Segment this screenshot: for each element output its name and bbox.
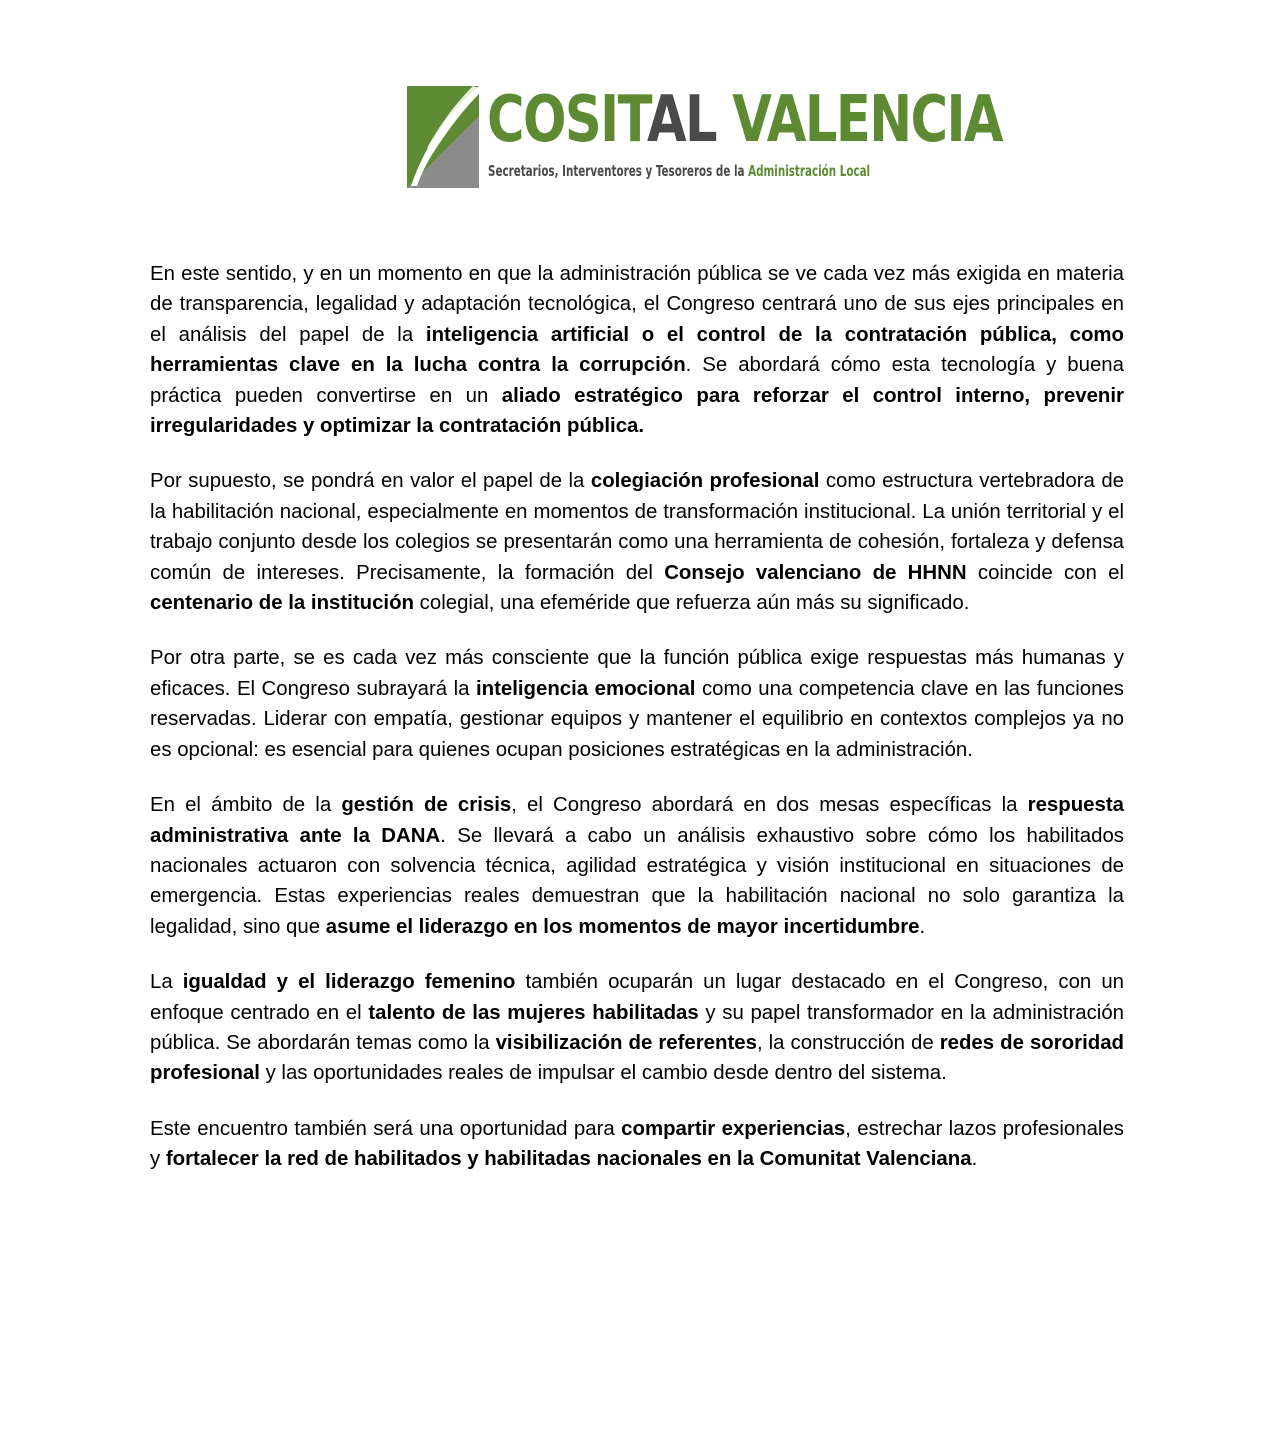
bold-text: inteligencia artificial o el control de la contratación pública, como herramientas clave en la lucha contra la corrupción <box>150 323 1124 377</box>
body-paragraph <box>150 790 1124 942</box>
text-run: . <box>919 915 926 938</box>
text-run: y las oportunidades reales de impulsar el cambio desde dentro del sistema. <box>259 1062 947 1085</box>
text-run: como una competencia clave en las funciones reservadas. Liderar con empatía, gestionar equipos y mantener el equilibrio en contextos complejos ya no es opcional: es esencial para quienes ocupan posiciones estratégicas en la administración. <box>150 677 1124 761</box>
bold-text: fortalecer la red de habilitados y habilitadas nacionales en la Comunitat Valenciana <box>165 1148 972 1171</box>
bold-text: visibilización de referentes <box>495 1031 757 1054</box>
logo-subtitle-part1: Secretarios, Interventores y Tesoreros de la <box>488 162 749 180</box>
document-body <box>150 259 1124 1200</box>
logo-title <box>487 84 1002 156</box>
bold-text: gestión de crisis <box>341 794 512 817</box>
quill-logo-icon <box>407 86 479 188</box>
body-paragraph <box>150 466 1124 618</box>
bold-text: inteligencia emocional <box>475 677 696 700</box>
logo-subtitle <box>488 162 870 180</box>
text-run: En el ámbito de la <box>150 794 342 817</box>
bold-text: aliado estratégico para reforzar el control interno, prevenir irregularidades y optimizar la contratación pública. <box>150 384 1124 438</box>
text-run: . Se abordará cómo esta tecnología y buena práctica pueden convertirse en un <box>150 354 1124 407</box>
text-run: colegial, una efeméride que refuerza aún más su significado. <box>414 592 970 615</box>
text-run: . <box>971 1148 978 1171</box>
text-run: como estructura vertebradora de la habilitación nacional, especialmente en momentos de transformación institucional. La unión territorial y el trabajo conjunto desde los colegios se presentarán como una herramienta de cohesión, fortaleza y defensa común de intereses. Precisamente, la formación del <box>150 470 1124 584</box>
text-run: Por supuesto, se pondrá en valor el papel de la <box>150 470 591 493</box>
bold-text: centenario de la institución <box>150 592 414 615</box>
logo-subtitle-part2: Administración Local <box>748 162 871 180</box>
cosital-valencia-logo <box>407 83 1002 190</box>
body-paragraph <box>150 1114 1124 1175</box>
bold-text: colegiación profesional <box>590 470 820 493</box>
text-run: En este sentido, y en un momento en que la administración pública se ve cada vez más exigida en materia de transparencia, legalidad y adaptación tecnológica, el Congreso centrará uno de sus ejes principales en el análisis del papel de la <box>150 263 1124 346</box>
logo-title-part1: COSIT <box>487 83 647 157</box>
bold-text: redes de sororidad profesional <box>150 1031 1124 1085</box>
logo-title-part2: AL <box>646 83 717 157</box>
text-run: también ocuparán un lugar destacado en el Congreso, con un enfoque centrado en el <box>150 971 1124 1024</box>
text-run: , estrechar lazos profesionales y <box>150 1117 1124 1171</box>
text-run: Por otra parte, se es cada vez más consciente que la función pública exige respuestas más humanas y eficaces. El Congreso subrayará la <box>150 647 1124 700</box>
text-run: La <box>150 971 183 994</box>
text-run: Este encuentro también será una oportunidad para <box>150 1117 622 1140</box>
bold-text: compartir experiencias <box>621 1117 846 1140</box>
logo-title-part3: VALENCIA <box>716 83 1002 157</box>
body-paragraph <box>150 967 1124 1089</box>
bold-text: Consejo valenciano de HHNN <box>664 561 967 584</box>
body-paragraph <box>150 259 1124 441</box>
text-run: . Se llevará a cabo un análisis exhaustivo sobre cómo los habilitados nacionales actuaron con solvencia técnica, agilidad estratégica y visión institucional en situaciones de emergencia. Estas experiencias reales demuestran que la habilitación nacional no solo garantiza la legalidad, sino que <box>150 824 1124 938</box>
bold-text: asume el liderazgo en los momentos de mayor incertidumbre <box>325 915 920 938</box>
text-run: coincide con el <box>966 561 1124 584</box>
text-run: , el Congreso abordará en dos mesas específicas la <box>511 794 1028 817</box>
bold-text: respuesta administrativa ante la DANA <box>150 794 1124 847</box>
bold-text: talento de las mujeres habilitadas <box>368 1001 699 1024</box>
text-run: y su papel transformador en la administración pública. Se abordarán temas como la <box>150 1001 1124 1054</box>
bold-text: igualdad y el liderazgo femenino <box>182 971 516 994</box>
body-paragraph <box>150 643 1124 765</box>
text-run: , la construcción de <box>756 1031 940 1054</box>
